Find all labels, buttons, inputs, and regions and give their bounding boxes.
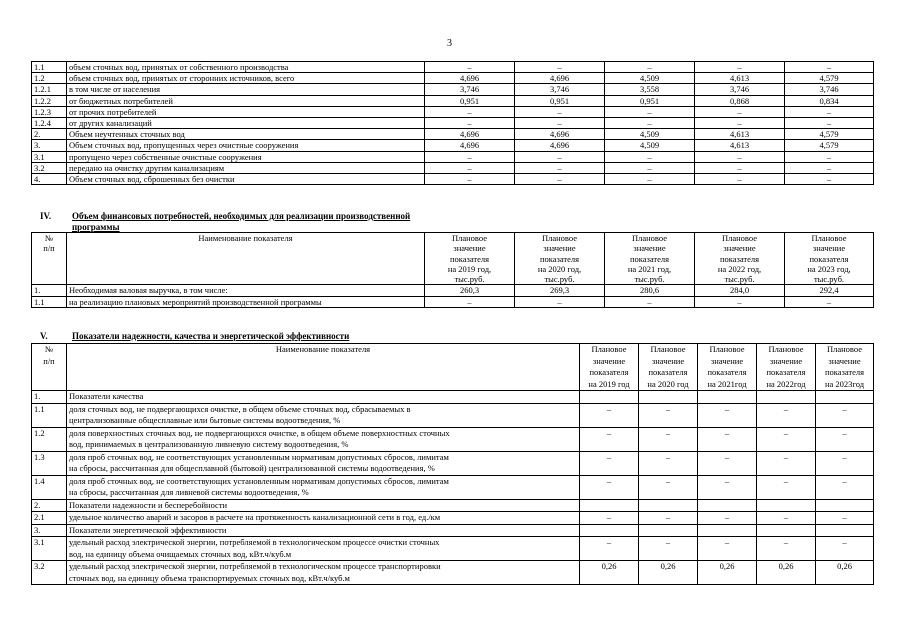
table-row	[32, 512, 874, 525]
row-number: 1.2.1	[32, 84, 67, 95]
table-row	[32, 140, 874, 151]
row-value: –	[785, 106, 874, 117]
table-row	[32, 285, 874, 296]
row-value: –	[580, 475, 639, 499]
wastewater-volume-table	[31, 61, 874, 185]
row-value: –	[695, 106, 785, 117]
row-value: –	[757, 451, 816, 475]
row-number: 3.2	[32, 561, 67, 585]
section-4-title-line2: программы	[72, 222, 120, 232]
row-value: –	[816, 427, 874, 451]
row-label: от других канализаций	[67, 118, 425, 129]
row-value: 3,746	[425, 84, 515, 95]
table-row	[32, 95, 874, 106]
row-value: –	[785, 162, 874, 173]
row-value	[816, 524, 874, 537]
row-value: –	[816, 475, 874, 499]
row-value	[639, 391, 698, 404]
row-value: –	[639, 537, 698, 561]
row-value: –	[698, 512, 757, 525]
financial-needs-table	[31, 232, 874, 308]
row-label: удельный расход электрической энергии, потребляемой в технологическом процессе очистки сточных вод, на единицу объема очищаемых сточных вод, кВт.ч/куб.м	[67, 537, 580, 561]
row-label: Показатели надежности и бесперебойности	[67, 499, 580, 512]
row-value: 0,26	[698, 561, 757, 585]
row-value: 3,746	[785, 84, 874, 95]
row-number: 1.2	[32, 73, 67, 84]
row-value: –	[785, 62, 874, 73]
row-value: 4,696	[425, 73, 515, 84]
table-row	[32, 296, 874, 307]
table-row	[32, 451, 874, 475]
row-value: –	[515, 118, 605, 129]
row-value: 4,696	[425, 129, 515, 140]
header-year: Плановое значение показателя на 2019 год, тыс.руб.	[425, 233, 515, 285]
header-year: Плановое значение показателя на 2019 год	[580, 344, 639, 391]
row-label: Показатели энергетической эффективности	[67, 524, 580, 537]
row-number: 2.1	[32, 512, 67, 525]
row-value	[757, 391, 816, 404]
table-row	[32, 174, 874, 185]
table-row	[32, 499, 874, 512]
row-value	[698, 524, 757, 537]
row-value: –	[695, 162, 785, 173]
row-number: 1.1	[32, 62, 67, 73]
row-label: объем сточных вод, принятых от собственного производства	[67, 62, 425, 73]
table-row	[32, 391, 874, 404]
row-value: –	[785, 151, 874, 162]
table-row	[32, 537, 874, 561]
header-year: Плановое значение показателя на 2023 год, тыс.руб.	[785, 233, 874, 285]
row-number: 1.2.3	[32, 106, 67, 117]
table-row	[32, 151, 874, 162]
row-value: –	[605, 62, 695, 73]
row-value: –	[816, 512, 874, 525]
row-value: –	[425, 118, 515, 129]
row-value: 0,26	[816, 561, 874, 585]
table-row	[32, 475, 874, 499]
row-value: 4,613	[695, 140, 785, 151]
reliability-indicators-table	[31, 343, 874, 585]
row-value: –	[425, 296, 515, 307]
row-value: 4,696	[515, 140, 605, 151]
table-row	[32, 524, 874, 537]
row-value: 4,613	[695, 129, 785, 140]
row-value: 4,696	[425, 140, 515, 151]
row-label: передано на очистку другим канализациям	[67, 162, 425, 173]
row-number: 1.	[32, 285, 67, 296]
row-value: –	[785, 296, 874, 307]
section-4-title-line1: Объем финансовых потребностей, необходимых для реализации производственной	[72, 211, 411, 221]
row-value: –	[816, 451, 874, 475]
row-value: –	[698, 475, 757, 499]
row-value: –	[639, 451, 698, 475]
table-row	[32, 162, 874, 173]
row-value: –	[580, 403, 639, 427]
header-number: № п/п	[32, 233, 67, 285]
row-value: 260,3	[425, 285, 515, 296]
row-value: 269,3	[515, 285, 605, 296]
row-value: 284,0	[695, 285, 785, 296]
row-value: –	[698, 451, 757, 475]
row-value: 0,26	[639, 561, 698, 585]
header-year: Плановое значение показателя на 2020 год	[639, 344, 698, 391]
row-number: 1.3	[32, 451, 67, 475]
table-row	[32, 73, 874, 84]
row-value: –	[695, 174, 785, 185]
row-value: –	[695, 296, 785, 307]
row-label: на реализацию плановых мероприятий производственной программы	[67, 296, 425, 307]
row-label: доля поверхностных сточных вод, не подвергающихся очистке, в общем объеме поверхностных сточных вод, принимаемых в централизованную ливневую систему водоотведения, %	[67, 427, 580, 451]
row-value: –	[515, 62, 605, 73]
row-value: 3,558	[605, 84, 695, 95]
row-value: –	[515, 162, 605, 173]
row-value: 4,696	[515, 73, 605, 84]
row-value: –	[816, 537, 874, 561]
section-5-number: V.	[40, 331, 48, 341]
row-value: 280,6	[605, 285, 695, 296]
row-value: –	[425, 162, 515, 173]
row-number: 3.1	[32, 537, 67, 561]
row-value: 4,696	[515, 129, 605, 140]
row-value: –	[757, 427, 816, 451]
row-value: –	[757, 403, 816, 427]
table-row	[32, 561, 874, 585]
row-label: Показатели качества	[67, 391, 580, 404]
row-label: от бюджетных потребителей	[67, 95, 425, 106]
table-header-row	[32, 233, 874, 285]
row-number: 3.2	[32, 162, 67, 173]
row-label: Необходимая валовая выручка, в том числе:	[67, 285, 425, 296]
row-value: 0,26	[580, 561, 639, 585]
row-label: доля сточных вод, не подвергающихся очистке, в общем объеме сточных вод, сбрасываемых в централизованные общесплавные или бытовые системы водоотведения, %	[67, 403, 580, 427]
row-value: –	[698, 427, 757, 451]
row-label: в том числе от населения	[67, 84, 425, 95]
row-value: 4,509	[605, 140, 695, 151]
row-number: 1.1	[32, 403, 67, 427]
section-5-title: Показатели надежности, качества и энергетической эффективности	[72, 331, 350, 341]
row-number: 4.	[32, 174, 67, 185]
table-row	[32, 129, 874, 140]
row-value	[757, 524, 816, 537]
table-row	[32, 84, 874, 95]
row-value: 0,951	[425, 95, 515, 106]
row-number: 3.	[32, 140, 67, 151]
row-value: –	[757, 537, 816, 561]
row-value: –	[757, 475, 816, 499]
row-value: –	[695, 118, 785, 129]
row-number: 1.2.2	[32, 95, 67, 106]
row-value	[580, 524, 639, 537]
row-number: 3.	[32, 524, 67, 537]
row-value: –	[605, 174, 695, 185]
row-value: 292,4	[785, 285, 874, 296]
row-value: –	[605, 118, 695, 129]
row-value: –	[425, 106, 515, 117]
table-row	[32, 62, 874, 73]
row-label: от прочих потребителей	[67, 106, 425, 117]
row-value: –	[639, 512, 698, 525]
table-row	[32, 118, 874, 129]
row-value	[639, 524, 698, 537]
row-value: –	[605, 296, 695, 307]
row-value: –	[580, 512, 639, 525]
row-value: –	[515, 106, 605, 117]
row-label: доля проб сточных вод, не соответствующих установленным нормативам допустимых сбросов, лимитам на сбросы, рассчитанная для общесплавной (бытовой) централизованной системы водоотведения, %	[67, 451, 580, 475]
row-value: 0,26	[757, 561, 816, 585]
row-label: доля проб сточных вод, не соответствующих установленным нормативам допустимых сбросов, лимитам на сбросы, рассчитанная для ливневой системы водоотведения, %	[67, 475, 580, 499]
row-value: –	[639, 403, 698, 427]
table-header-row	[32, 344, 874, 391]
row-number: 1.1	[32, 296, 67, 307]
row-value	[698, 499, 757, 512]
row-value	[757, 499, 816, 512]
row-value: 4,579	[785, 140, 874, 151]
row-number: 1.2	[32, 427, 67, 451]
row-number: 2.	[32, 129, 67, 140]
header-number: № п/п	[32, 344, 67, 391]
row-label: Объем сточных вод, сброшенных без очистки	[67, 174, 425, 185]
row-value: –	[580, 451, 639, 475]
header-year: Плановое значение показателя на 2021 год, тыс.руб.	[605, 233, 695, 285]
header-year: Плановое значение показателя на 2022год	[757, 344, 816, 391]
row-value: –	[605, 151, 695, 162]
row-value: –	[425, 151, 515, 162]
table-row	[32, 427, 874, 451]
row-number: 2.	[32, 499, 67, 512]
header-year: Плановое значение показателя на 2022 год, тыс.руб.	[695, 233, 785, 285]
row-value: –	[580, 427, 639, 451]
row-value: 0,951	[605, 95, 695, 106]
table-row	[32, 106, 874, 117]
row-value: –	[698, 403, 757, 427]
header-name: Наименование показателя	[67, 344, 580, 391]
row-value: –	[695, 151, 785, 162]
row-value: –	[605, 162, 695, 173]
row-label: Объем неучтенных сточных вод	[67, 129, 425, 140]
row-value: 3,746	[515, 84, 605, 95]
row-value	[816, 391, 874, 404]
page-number: 3	[447, 38, 452, 49]
row-label: удельный расход электрической энергии, потребляемой в технологическом процессе транспортировки сточных вод, на единицу объема транспортируемых сточных вод, кВт.ч/куб.м	[67, 561, 580, 585]
row-value: –	[785, 118, 874, 129]
row-value: –	[785, 174, 874, 185]
row-value: 4,509	[605, 73, 695, 84]
row-value: 4,613	[695, 73, 785, 84]
row-value: 4,579	[785, 129, 874, 140]
row-label: объем сточных вод, принятых от сторонних источников, всего	[67, 73, 425, 84]
row-value: –	[515, 151, 605, 162]
row-value	[639, 499, 698, 512]
row-value: –	[605, 106, 695, 117]
row-value: 0,834	[785, 95, 874, 106]
row-value: –	[639, 427, 698, 451]
section-4-number: IV.	[40, 211, 52, 221]
row-value	[816, 499, 874, 512]
row-value	[580, 499, 639, 512]
row-value: 4,579	[785, 73, 874, 84]
row-number: 1.	[32, 391, 67, 404]
row-value: 3,746	[695, 84, 785, 95]
row-value: –	[515, 174, 605, 185]
row-number: 1.4	[32, 475, 67, 499]
row-value: 0,868	[695, 95, 785, 106]
row-value: –	[698, 537, 757, 561]
row-value	[580, 391, 639, 404]
row-number: 3.1	[32, 151, 67, 162]
row-label: Объем сточных вод, пропущенных через очистные сооружения	[67, 140, 425, 151]
row-value	[698, 391, 757, 404]
header-year: Плановое значение показателя на 2023год	[816, 344, 874, 391]
header-year: Плановое значение показателя на 2020 год, тыс.руб.	[515, 233, 605, 285]
row-value: 4,509	[605, 129, 695, 140]
header-year: Плановое значение показателя на 2021год	[698, 344, 757, 391]
header-name: Наименование показателя	[67, 233, 425, 285]
row-value: –	[425, 174, 515, 185]
row-value: –	[639, 475, 698, 499]
row-value: –	[425, 62, 515, 73]
row-value: –	[515, 296, 605, 307]
row-label: удельное количество аварий и засоров в расчете на протяженность канализационной сети в год, ед./км	[67, 512, 580, 525]
row-number: 1.2.4	[32, 118, 67, 129]
row-value: –	[580, 537, 639, 561]
row-value: –	[816, 403, 874, 427]
row-value: –	[757, 512, 816, 525]
row-value: –	[695, 62, 785, 73]
row-value: 0,951	[515, 95, 605, 106]
row-label: пропущено через собственные очистные сооружения	[67, 151, 425, 162]
table-row	[32, 403, 874, 427]
